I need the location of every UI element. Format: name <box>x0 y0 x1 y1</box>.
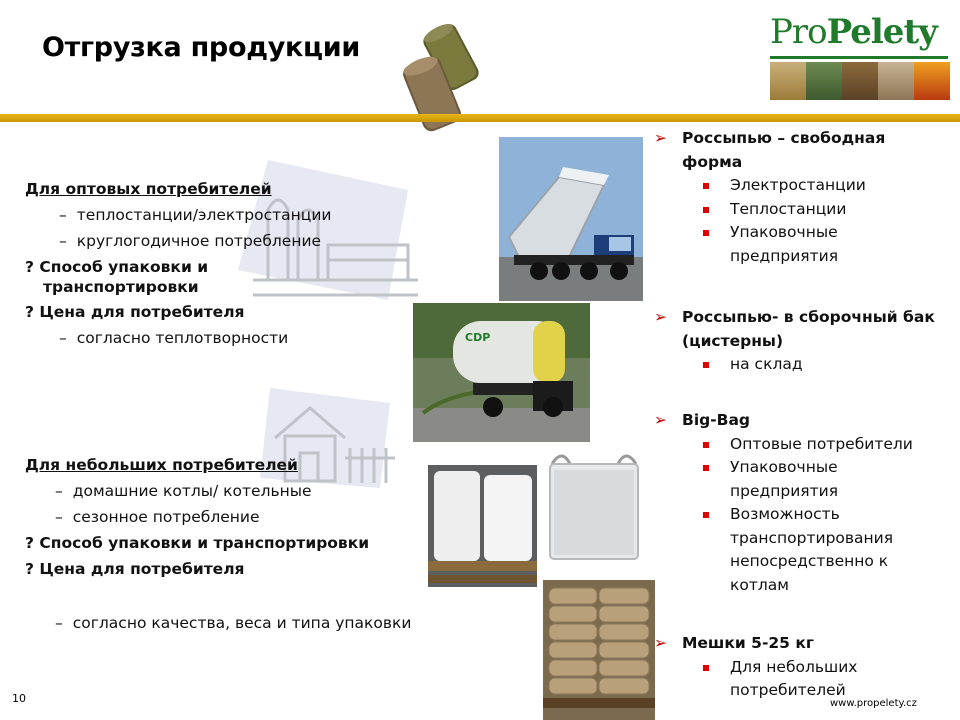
arrow-bullet-icon: ➢ <box>654 634 667 652</box>
page-title: Отгрузка продукции <box>42 32 360 63</box>
packaging-question: ? Способ упаковки и <box>25 258 209 276</box>
header-divider <box>0 114 960 122</box>
list-item: домашние котлы/ котельные <box>72 482 312 500</box>
shipping-group-tank: ➢ Россыпью- в сборочный бак (цистерны) на склад <box>650 306 935 377</box>
square-bullet-icon <box>703 442 709 448</box>
small-consumers-heading: Для небольших потребителей <box>25 456 298 474</box>
list-item: круглогодичное потребление <box>76 232 322 250</box>
list-item: Возможность транспортирования непосредственно к котлам <box>650 503 913 597</box>
list-item: теплостанции/электростанции <box>76 206 332 224</box>
arrow-bullet-icon: ➢ <box>654 308 667 326</box>
list-item: Упаковочные предприятия <box>650 221 885 268</box>
tanker-label: CDP <box>465 331 491 344</box>
list-item: сезонное потребление <box>72 508 260 526</box>
list-item: Электростанции <box>650 174 885 198</box>
wholesale-section: Для оптовых потребителей – теплостанции/электростанции – круглогодичное потребление ? Способ упаковки и транспортировки ? Цена для потребителя – согласно теплотворности <box>25 176 332 351</box>
arrow-bullet-icon: ➢ <box>654 411 667 429</box>
price-question: ? Цена для потребителя <box>25 303 245 321</box>
square-bullet-icon <box>703 230 709 236</box>
price-question: ? Цена для потребителя <box>25 560 245 578</box>
tipper-truck-photo <box>499 137 643 301</box>
footer-url: www.propelety.cz <box>830 698 917 709</box>
square-bullet-icon <box>703 207 709 213</box>
square-bullet-icon <box>703 665 709 671</box>
big-bags-photo <box>428 465 537 587</box>
square-bullet-icon <box>703 465 709 471</box>
arrow-bullet-icon: ➢ <box>654 129 667 147</box>
shipping-group-sacks: ➢ Мешки 5-25 кг Для небольших потребителей <box>650 632 857 703</box>
tanker-truck-photo <box>413 303 590 442</box>
square-bullet-icon <box>703 512 709 518</box>
packaging-question: ? Способ упаковки и транспортировки <box>25 534 370 552</box>
shipping-group-bigbag: ➢ Big-Bag Оптовые потребители Упаковочные предприятия Возможность транспортирования непосредственно к котлам <box>650 409 913 597</box>
list-item: Для небольших потребителей <box>650 656 857 703</box>
wholesale-heading: Для оптовых потребителей <box>25 180 272 198</box>
big-bag-photo <box>542 446 646 571</box>
small-consumers-section: Для небольших потребителей – домашние котлы/ котельные – сезонное потребление ? Способ упаковки и транспортировки ? Цена для потребителя – согласно качества, веса и типа упаковки <box>25 452 411 636</box>
page-number: 10 <box>12 692 26 705</box>
shipping-group-bulk: ➢ Россыпью – свободная форма Электростанции Теплостанции Упаковочные предприятия <box>650 127 885 268</box>
list-item: Теплостанции <box>650 198 885 222</box>
square-bullet-icon <box>703 362 709 368</box>
list-item: согласно качества, веса и типа упаковки <box>72 614 412 632</box>
packaging-question-cont: транспортировки <box>43 278 199 296</box>
bag-pallet-photo <box>543 580 655 720</box>
square-bullet-icon <box>703 183 709 189</box>
list-item: Упаковочные предприятия <box>650 456 913 503</box>
list-item: Оптовые потребители <box>650 433 913 457</box>
list-item: согласно теплотворности <box>76 329 289 347</box>
propelety-logo: ProPelety <box>768 12 950 102</box>
list-item: на склад <box>650 353 935 377</box>
